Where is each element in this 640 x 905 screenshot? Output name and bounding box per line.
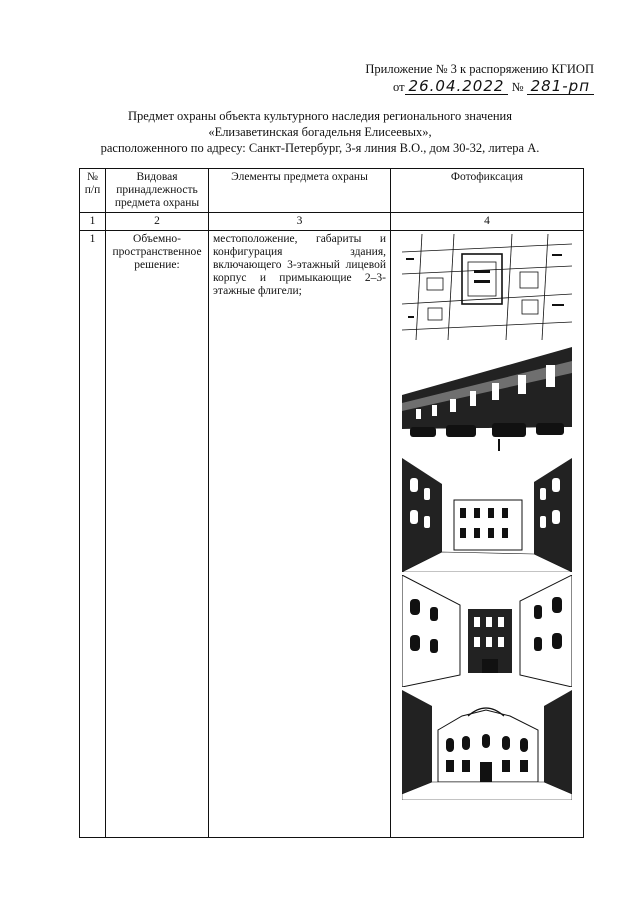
header-number: № п/п <box>80 169 106 213</box>
column-number: 4 <box>391 213 584 231</box>
number-label: № <box>511 80 524 94</box>
courtyard-photo-1 <box>402 458 572 572</box>
row-elements: местоположение, габариты и конфигурация здания, включающего 3-этажный лицевой корпус и примыкающие 2–3-этажные флигели; <box>209 231 391 838</box>
title-line-1: Предмет охраны объекта культурного наследия регионального значения <box>127 109 512 123</box>
title-line-2: «Елизаветинская богадельня Елисеевых», <box>208 125 432 139</box>
appendix-date-line <box>365 78 594 96</box>
handwritten-number: 281-рп <box>527 78 594 95</box>
header-kind: Видовая принадлежность предмета охраны <box>106 169 209 213</box>
photo-cell <box>391 231 584 838</box>
column-number: 1 <box>80 213 106 231</box>
document-title <box>40 108 600 156</box>
protection-table <box>79 168 584 838</box>
site-plan-map-image <box>402 234 572 340</box>
street-facade-photo <box>402 343 572 455</box>
handwritten-date: 26.04.2022 <box>405 78 509 95</box>
appendix-line: Приложение № 3 к распоряжению КГИОП <box>365 62 594 76</box>
courtyard-photo-2 <box>402 575 572 687</box>
row-number: 1 <box>80 231 106 838</box>
header-photos: Фотофиксация <box>391 169 584 213</box>
appendix-header <box>365 60 594 96</box>
header-elements: Элементы предмета охраны <box>209 169 391 213</box>
row-kind: Объемно-пространственное решение: <box>106 231 209 838</box>
column-number-row <box>80 213 584 231</box>
from-label: от <box>392 80 405 94</box>
courtyard-photo-3 <box>402 690 572 800</box>
table-row <box>80 231 584 838</box>
title-line-3: расположенного по адресу: Санкт-Петербург, 3-я линия В.О., дом 30-32, литера А. <box>100 141 540 155</box>
header-row <box>80 169 584 213</box>
column-number: 2 <box>106 213 209 231</box>
column-number: 3 <box>209 213 391 231</box>
